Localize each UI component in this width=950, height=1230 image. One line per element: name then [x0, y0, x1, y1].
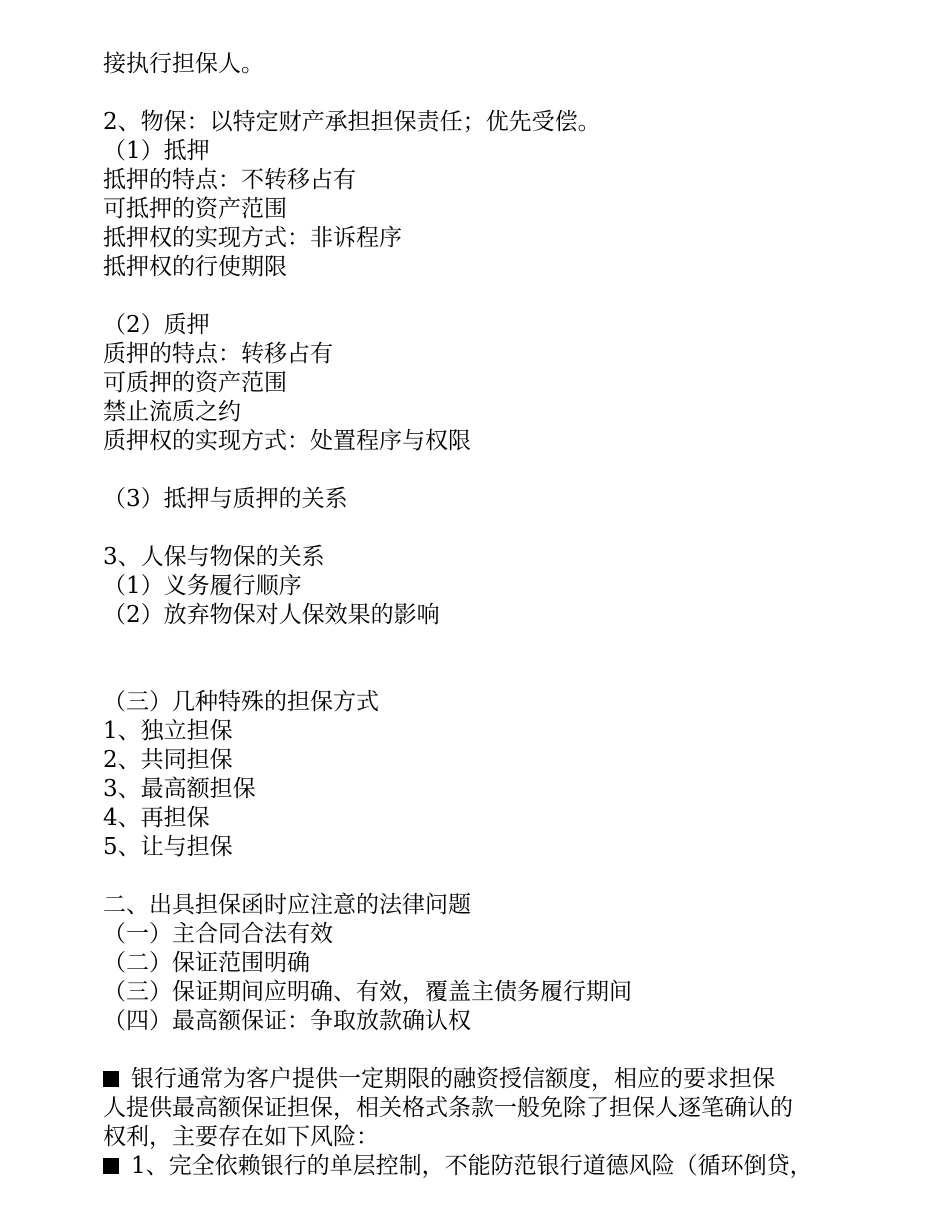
text-line: （3）抵押与质押的关系 [103, 486, 348, 512]
blank-line [103, 282, 873, 311]
text-line: 质押权的实现方式：处置程序与权限 [103, 428, 471, 454]
text-line: 2、共同担保 [103, 747, 233, 773]
blank-line [103, 79, 873, 108]
text-line: 可质押的资产范围 [103, 370, 287, 396]
bullet-text: 银行通常为客户提供一定期限的融资授信额度，相应的要求担保 [131, 1066, 775, 1092]
bullet-paragraph [103, 1152, 873, 1181]
blank-line [103, 1036, 873, 1065]
text-line: 1、独立担保 [103, 718, 233, 744]
text-line: 二、出具担保函时应注意的法律问题 [103, 892, 471, 918]
square-bullet-icon [103, 1071, 119, 1087]
text-line: （三）几种特殊的担保方式 [103, 689, 379, 715]
text-line: （2）质押 [103, 312, 210, 338]
text-line: 质押的特点：转移占有 [103, 341, 333, 367]
text-line: 禁止流质之约 [103, 399, 241, 425]
text-line: 可抵押的资产范围 [103, 196, 287, 222]
blank-line [103, 630, 873, 688]
blank-line [103, 514, 873, 543]
text-line: 抵押权的实现方式：非诉程序 [103, 225, 402, 251]
square-bullet-icon [103, 1158, 119, 1174]
text-line: （2）放弃物保对人保效果的影响 [103, 602, 440, 628]
text-line: 5、让与担保 [103, 834, 233, 860]
blank-line [103, 862, 873, 891]
text-line: （二）保证范围明确 [103, 950, 310, 976]
text-line: 4、再担保 [103, 805, 210, 831]
text-line: 接执行担保人。 [103, 51, 264, 77]
text-line: 3、人保与物保的关系 [103, 544, 325, 570]
document-page [103, 50, 873, 1181]
text-line: 2、物保：以特定财产承担担保责任；优先受偿。 [103, 109, 601, 135]
bullet-text: 1、完全依赖银行的单层控制，不能防范银行道德风险（循环倒贷， [131, 1153, 813, 1179]
bullet-paragraph [103, 1065, 873, 1094]
text-line: （1）义务履行顺序 [103, 573, 302, 599]
text-line: 抵押权的行使期限 [103, 254, 287, 280]
text-line: 抵押的特点：不转移占有 [103, 167, 356, 193]
text-line: 3、最高额担保 [103, 776, 256, 802]
blank-line [103, 456, 873, 485]
text-line: （三）保证期间应明确、有效，覆盖主债务履行期间 [103, 979, 632, 1005]
text-line: （1）抵押 [103, 138, 210, 164]
text-line: 人提供最高额保证担保，相关格式条款一般免除了担保人逐笔确认的 [103, 1095, 793, 1121]
text-line: （一）主合同合法有效 [103, 921, 333, 947]
text-line: （四）最高额保证：争取放款确认权 [103, 1008, 471, 1034]
text-line: 权利，主要存在如下风险： [103, 1124, 379, 1150]
